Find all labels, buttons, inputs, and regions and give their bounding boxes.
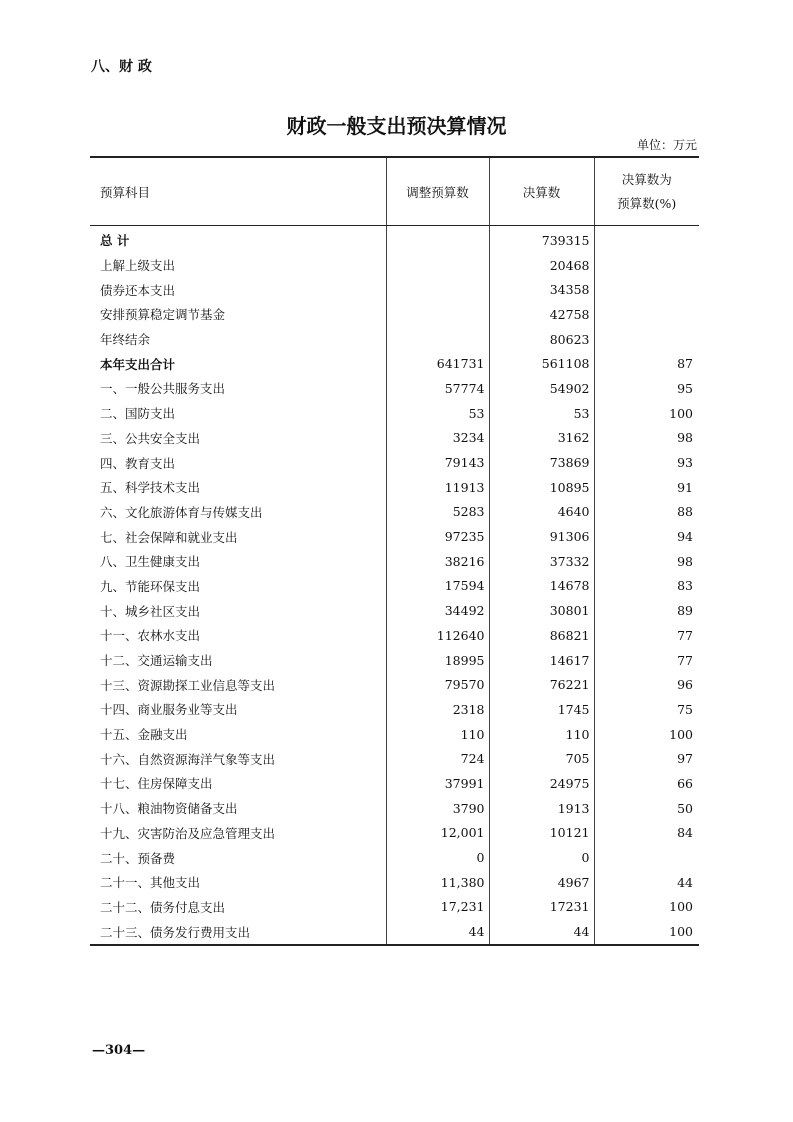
cell-final: 24975 xyxy=(489,771,594,796)
cell-final: 91306 xyxy=(489,524,594,549)
cell-ratio: 97 xyxy=(594,746,699,771)
cell-adjusted-budget xyxy=(386,226,489,253)
cell-final: 10121 xyxy=(489,821,594,846)
table-row xyxy=(90,401,699,426)
cell-adjusted-budget xyxy=(386,327,489,352)
cell-subject: 九、节能环保支出 xyxy=(100,578,201,594)
column-header-subject: 预算科目 xyxy=(90,157,386,226)
cell-subject: 二十三、债务发行费用支出 xyxy=(90,919,386,945)
table-row xyxy=(90,771,699,796)
cell-subject: 十五、金融支出 xyxy=(100,727,188,743)
cell-subject: 一、一般公共服务支出 xyxy=(100,381,226,397)
cell-final: 37332 xyxy=(489,549,594,574)
table-row xyxy=(90,722,699,747)
cell-final: 110 xyxy=(489,722,594,747)
table-row xyxy=(90,672,699,697)
cell-final: 4640 xyxy=(489,500,594,525)
cell-final: 739315 xyxy=(489,226,594,253)
cell-final: 34358 xyxy=(489,277,594,302)
cell-subject: 年终结余 xyxy=(100,332,151,348)
cell-adjusted-budget: 3790 xyxy=(386,796,489,821)
cell-subject: 十四、商业服务业等支出 xyxy=(100,702,238,718)
cell-ratio xyxy=(594,327,699,352)
cell-adjusted-budget: 17594 xyxy=(386,574,489,599)
cell-ratio: 95 xyxy=(594,376,699,401)
cell-subject: 二十二、债务付息支出 xyxy=(100,899,226,915)
cell-final: 80623 xyxy=(489,327,594,352)
cell-ratio xyxy=(594,277,699,302)
cell-adjusted-budget: 57774 xyxy=(386,376,489,401)
cell-final: 44 xyxy=(489,919,594,945)
cell-adjusted-budget xyxy=(386,253,489,278)
cell-final: 53 xyxy=(489,401,594,426)
section-heading: 八、财 政 xyxy=(91,59,152,75)
cell-adjusted-budget: 0 xyxy=(386,845,489,870)
cell-ratio: 100 xyxy=(594,722,699,747)
table-row xyxy=(90,821,699,846)
table-row xyxy=(90,524,699,549)
cell-ratio xyxy=(594,226,699,253)
cell-final: 1913 xyxy=(489,796,594,821)
cell-ratio: 44 xyxy=(594,870,699,895)
cell-subject: 二十一、其他支出 xyxy=(100,875,201,891)
cell-adjusted-budget: 53 xyxy=(386,401,489,426)
cell-adjusted-budget: 12,001 xyxy=(386,821,489,846)
cell-subject: 安排预算稳定调节基金 xyxy=(100,307,226,323)
table-row xyxy=(90,351,699,376)
cell-ratio: 87 xyxy=(594,351,699,376)
budget-table xyxy=(90,156,699,946)
table-row xyxy=(90,277,699,302)
cell-ratio xyxy=(594,302,699,327)
cell-final: 4967 xyxy=(489,870,594,895)
cell-subject: 二、国防支出 xyxy=(100,406,176,422)
cell-final: 1745 xyxy=(489,697,594,722)
cell-ratio: 96 xyxy=(594,672,699,697)
cell-ratio: 75 xyxy=(594,697,699,722)
cell-adjusted-budget: 38216 xyxy=(386,549,489,574)
cell-adjusted-budget: 37991 xyxy=(386,771,489,796)
cell-final: 3162 xyxy=(489,426,594,451)
cell-subject: 上解上级支出 xyxy=(100,258,176,274)
cell-adjusted-budget xyxy=(386,302,489,327)
cell-subject: 十二、交通运输支出 xyxy=(100,653,213,669)
page-title: 财政一般支出预决算情况 xyxy=(286,114,507,138)
cell-adjusted-budget: 3234 xyxy=(386,426,489,451)
column-header-final: 决算数 xyxy=(489,157,594,226)
cell-adjusted-budget: 79570 xyxy=(386,672,489,697)
table-row xyxy=(90,895,699,920)
cell-subject: 十、城乡社区支出 xyxy=(100,603,201,619)
cell-ratio xyxy=(594,253,699,278)
cell-subject: 二十、预备费 xyxy=(100,850,176,866)
cell-ratio: 94 xyxy=(594,524,699,549)
cell-ratio: 98 xyxy=(594,549,699,574)
cell-subject: 十一、农林水支出 xyxy=(100,628,201,644)
cell-ratio: 88 xyxy=(594,500,699,525)
cell-final: 561108 xyxy=(489,351,594,376)
cell-adjusted-budget: 641731 xyxy=(386,351,489,376)
cell-adjusted-budget: 79143 xyxy=(386,450,489,475)
cell-subject: 本年支出合计 xyxy=(100,356,176,372)
cell-adjusted-budget: 2318 xyxy=(386,697,489,722)
cell-adjusted-budget: 724 xyxy=(386,746,489,771)
cell-ratio: 83 xyxy=(594,574,699,599)
cell-ratio: 98 xyxy=(594,426,699,451)
cell-adjusted-budget: 112640 xyxy=(386,623,489,648)
cell-final: 86821 xyxy=(489,623,594,648)
table-row xyxy=(90,376,699,401)
cell-final: 76221 xyxy=(489,672,594,697)
cell-final: 0 xyxy=(489,845,594,870)
column-header-ratio-line1: 决算数为 xyxy=(621,171,672,187)
table-row xyxy=(90,450,699,475)
cell-ratio: 77 xyxy=(594,648,699,673)
table-body xyxy=(90,226,699,945)
cell-final: 20468 xyxy=(489,253,594,278)
table-row xyxy=(90,253,699,278)
cell-subject: 十三、资源勘探工业信息等支出 xyxy=(100,677,276,693)
table-row xyxy=(90,870,699,895)
cell-subject: 十八、粮油物资储备支出 xyxy=(100,801,238,817)
cell-subject: 十九、灾害防治及应急管理支出 xyxy=(100,825,276,841)
cell-subject: 债券还本支出 xyxy=(100,282,176,298)
cell-ratio: 84 xyxy=(594,821,699,846)
cell-ratio: 91 xyxy=(594,475,699,500)
cell-adjusted-budget: 11913 xyxy=(386,475,489,500)
cell-adjusted-budget: 17,231 xyxy=(386,895,489,920)
cell-ratio: 100 xyxy=(594,919,699,945)
cell-subject: 七、社会保障和就业支出 xyxy=(100,529,238,545)
cell-final: 14617 xyxy=(489,648,594,673)
cell-ratio: 50 xyxy=(594,796,699,821)
cell-ratio: 100 xyxy=(594,895,699,920)
table-row xyxy=(90,845,699,870)
cell-final: 42758 xyxy=(489,302,594,327)
cell-adjusted-budget: 110 xyxy=(386,722,489,747)
table-row xyxy=(90,648,699,673)
cell-final: 14678 xyxy=(489,574,594,599)
cell-adjusted-budget: 5283 xyxy=(386,500,489,525)
cell-subject: 总 计 xyxy=(100,233,130,249)
column-header-adjusted-budget: 调整预算数 xyxy=(386,157,489,226)
cell-subject: 四、教育支出 xyxy=(100,455,176,471)
column-header-ratio xyxy=(594,157,699,226)
cell-final: 54902 xyxy=(489,376,594,401)
table-row xyxy=(90,426,699,451)
cell-adjusted-budget: 97235 xyxy=(386,524,489,549)
cell-ratio: 100 xyxy=(594,401,699,426)
unit-label: 单位：万元 xyxy=(636,138,697,152)
cell-subject: 六、文化旅游体育与传媒支出 xyxy=(100,504,263,520)
cell-subject: 三、公共安全支出 xyxy=(100,430,201,446)
table-row xyxy=(90,549,699,574)
cell-subject: 八、卫生健康支出 xyxy=(100,554,201,570)
cell-ratio: 77 xyxy=(594,623,699,648)
table-row xyxy=(90,623,699,648)
cell-adjusted-budget: 44 xyxy=(386,919,489,945)
table-row xyxy=(90,919,699,945)
page-number: —304— xyxy=(92,1043,146,1058)
cell-ratio: 89 xyxy=(594,598,699,623)
table-row xyxy=(90,226,699,253)
table-row xyxy=(90,697,699,722)
table-row xyxy=(90,475,699,500)
cell-final: 73869 xyxy=(489,450,594,475)
cell-ratio xyxy=(594,845,699,870)
cell-adjusted-budget: 18995 xyxy=(386,648,489,673)
cell-subject: 五、科学技术支出 xyxy=(100,480,201,496)
cell-final: 30801 xyxy=(489,598,594,623)
table-row xyxy=(90,500,699,525)
cell-subject: 十六、自然资源海洋气象等支出 xyxy=(100,751,276,767)
cell-adjusted-budget: 11,380 xyxy=(386,870,489,895)
cell-final: 10895 xyxy=(489,475,594,500)
cell-final: 705 xyxy=(489,746,594,771)
table-row xyxy=(90,746,699,771)
table-row xyxy=(90,574,699,599)
cell-adjusted-budget xyxy=(386,277,489,302)
table-row xyxy=(90,796,699,821)
column-header-ratio-line2: 预算数(%) xyxy=(617,195,677,211)
cell-ratio: 66 xyxy=(594,771,699,796)
cell-subject: 十七、住房保障支出 xyxy=(100,776,213,792)
table-header-row xyxy=(90,157,699,226)
table-row xyxy=(90,598,699,623)
table-row xyxy=(90,327,699,352)
cell-final: 17231 xyxy=(489,895,594,920)
cell-ratio: 93 xyxy=(594,450,699,475)
cell-adjusted-budget: 34492 xyxy=(386,598,489,623)
table-row xyxy=(90,302,699,327)
